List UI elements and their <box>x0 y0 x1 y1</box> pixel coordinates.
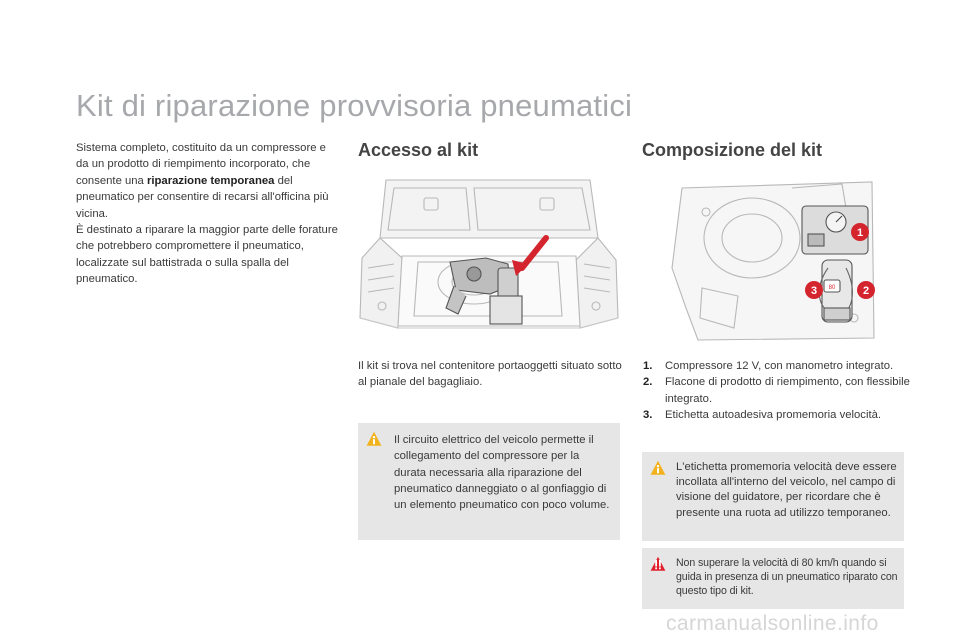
info-note-text: Il circuito elettrico del veicolo permette il collegamento del compressore per la durata necessaria alla riparazione del pneumatico danneggiato o al gonfiaggio di un elemento pneumatico con poco volume. <box>394 434 610 512</box>
info-note-text: L'etichetta promemoria velocità deve essere incollata all'interno del veicolo, nel campo di visione del guidatore, per ricordare che è presente una ruota ad utilizzo temporaneo. <box>676 461 897 519</box>
info-note-electrical <box>358 423 620 540</box>
callout-1-label: 1 <box>856 227 864 239</box>
trunk-drawing <box>358 168 620 336</box>
intro-paragraph-1: Sistema completo, costituito da un compressore e da un prodotto di riempimento incorporato, che consente una riparazione temporanea del pneumatico per consentire di recarsi all'officina più vicina. <box>76 142 329 220</box>
page-title: Kit di riparazione provvisoria pneumatici <box>76 88 633 123</box>
kit-components-list <box>643 358 911 424</box>
callout-2-label: 2 <box>862 285 870 297</box>
list-item: 3. Etichetta autoadesiva promemoria velocità. <box>643 409 882 422</box>
warning-icon <box>650 556 666 572</box>
info-note-label <box>642 452 904 541</box>
speed-label-text: 80 <box>828 285 836 291</box>
info-icon <box>366 431 382 447</box>
warning-note-text: Non superare la velocità di 80 km/h quando si guida in presenza di un pneumatico riparato con questo tipo di kit. <box>676 557 898 598</box>
access-heading: Accesso al kit <box>358 140 479 160</box>
kit-drawing <box>642 168 904 344</box>
callout-1-marker <box>851 223 869 241</box>
list-item: 2. Flacone di prodotto di riempimento, con flessibile integrato. <box>643 376 910 405</box>
kit-illustration <box>642 168 904 344</box>
intro-bold-term: riparazione temporanea <box>146 174 275 187</box>
intro-paragraph-2: È destinato a riparare la maggior parte delle forature che potrebbero compromettere il pneumatico, localizzate sul battistrada o sulla spalla del pneumatico. <box>76 224 338 286</box>
info-icon <box>650 460 666 476</box>
composition-heading: Composizione del kit <box>642 140 823 160</box>
watermark-text: carmanualsonline.info <box>666 612 879 635</box>
trunk-illustration <box>358 168 620 336</box>
callout-2-marker <box>857 281 875 299</box>
callout-3-marker <box>805 281 823 299</box>
intro-text <box>76 140 338 288</box>
list-item: 1. Compressore 12 V, con manometro integrato. <box>643 360 894 372</box>
callout-3-label: 3 <box>810 285 818 297</box>
access-description: Il kit si trova nel contenitore portaoggetti situato sotto al pianale del bagagliaio. <box>358 360 622 389</box>
warning-note-speed <box>642 548 904 609</box>
